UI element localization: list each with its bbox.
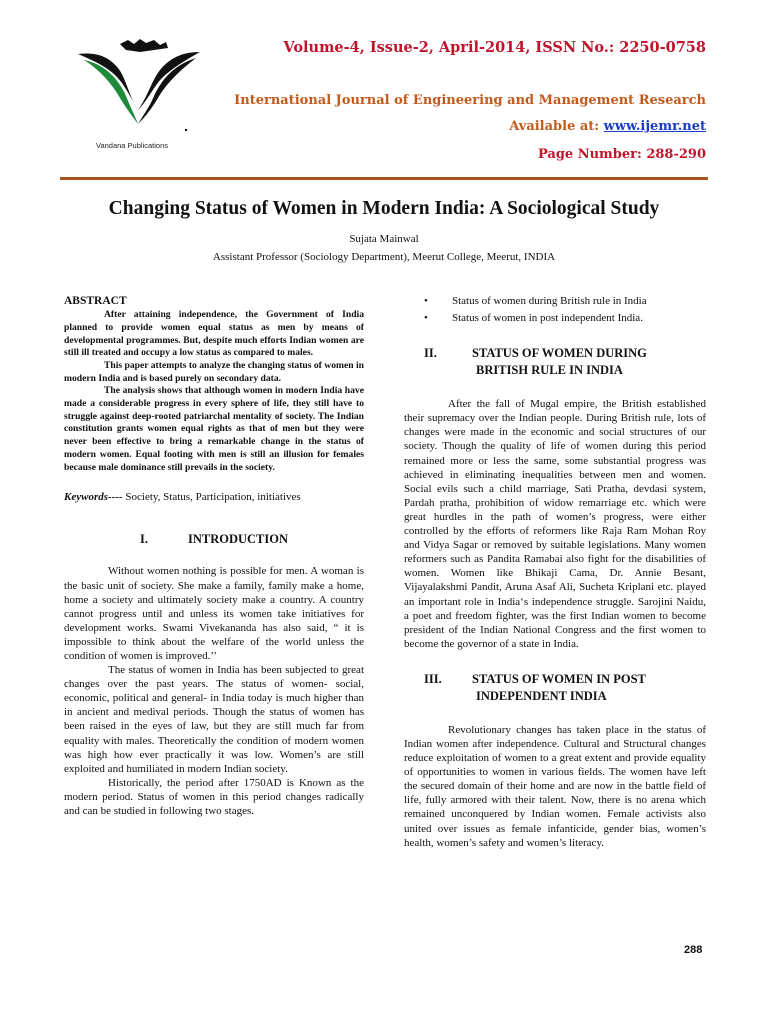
available-at-line [509, 119, 706, 134]
keywords-label: Keywords---- [64, 491, 123, 504]
publisher-name: Vandana Publications [96, 141, 168, 150]
section-heading-introduction [64, 532, 364, 546]
keywords-list: Society, Status, Participation, initiatives [122, 491, 301, 504]
section-title-line: STATUS OF WOMEN IN POST [472, 671, 646, 686]
section-title-line: INDEPENDENT INDIA [476, 688, 607, 703]
section-heading-british-rule [404, 345, 706, 379]
list-item: • Status of women in post independent India. [404, 311, 706, 325]
page-number: 288 [684, 944, 703, 956]
body-paragraph: Revolutionary changes has taken place in the status of Indian women after independence. Cultural and Structural changes reduce exploitation of women to a great extent and provide equality of opportunities to women in various fields. The women have left the secured domain of their home and are now in the battle field of life, fully armored with their talent. Now, there is no arena which remained unconquered by Indian women. Female activists also united over issues as female infanticide, gender bias, women’s health, women’s safety and women’s literacy. [404, 723, 706, 849]
abstract-paragraph: This paper attempts to analyze the changing status of women in modern India and is based purely on secondary data. [64, 359, 364, 384]
paper-title: Changing Status of Women in Modern India: A Sociological Study [108, 198, 660, 219]
right-column [404, 294, 706, 850]
body-paragraph: Historically, the period after 1750AD is Known as the modern period. Status of women in this period changes radically and can be studied in following two stages. [64, 776, 364, 818]
keywords [64, 490, 364, 504]
abstract-paragraph: The analysis shows that although women in modern India have made a considerable progress in every sphere of life, they still have to struggle against deep-rooted patriarchal mentality of society. The Indian constitution grants women equal rights as that of men but they were never been effective to bring a remarkable change in the status of modern women. Equal footing with men is still an illusion for females because male dominance still prevails in the society. [64, 385, 364, 473]
section-number: III. [424, 671, 442, 686]
journal-header [0, 0, 768, 180]
list-item: • Status of women during British rule in India [404, 294, 706, 308]
stages-list [404, 294, 706, 325]
section-title-line: STATUS OF WOMEN DURING [472, 346, 647, 361]
section-title: INTRODUCTION [187, 532, 288, 547]
section-number: I. [139, 532, 148, 547]
journal-name: International Journal of Engineering and Management Research [234, 93, 706, 108]
volume-issue-line: Volume-4, Issue-2, April-2014, ISSN No.: 2250-0758 [283, 39, 706, 56]
section-number: II. [424, 346, 437, 361]
swan-logo-icon [74, 38, 204, 144]
body-paragraph: The status of women in India has been subjected to great changes over the past years. The status of women- social, economic, political and general- in India today is much higher than in ancient and medival periods. Though the status of women has been raised in the eyes of law, but they are still much far from equality with males. Theoretically the condition of modern women was high how ever practically it was low. Women’s are still exploited and humiliated in modern Indian society. [64, 664, 364, 775]
author-affiliation: Assistant Professor (Sociology Department), Meerut College, Meerut, INDIA [212, 251, 556, 263]
page-number-range: Page Number: 288-290 [537, 147, 706, 162]
left-column [64, 294, 364, 818]
body-paragraph: After the fall of Mugal empire, the British established their supremacy over the Indian people. During British rule, lots of changes were made in the economic and social structures of our society. Though the quality of life of women during this period remained more or less the same, some substantial progress was achieved in eliminating inequalities between men and women. Social evils such a child marriage, Sati Pratha, devdasi system, Pardah pratha, prohibition of widow remarriage etc. which were great hurdles in the path of women’s progress, were either controlled by the efforts of reformers like Raja Ram Mohan Roy and Vidya Sagar or removed by suitable legislations. Many women reformers such as Pandita Ramabai also fight for the disabilities of women. Women like Bhikaji Cama, Dr. Annie Besant, Vijayalakshmi Pandit, Aruna Asaf Ali, Sucheta Kriplani etc. played an important role in India‘s independence struggle. Sarojini Naidu, a poet and freedom fighter, was the first Indian women to become president of the Indian National Congress and the first women to become the governor of a state in India. [404, 398, 706, 650]
body-paragraph: Without women nothing is possible for men. A woman is the basic unit of society. She make a family, family make a home, home a society and ultimately society make a country. A country cannot progress until and unless its women take initiatives for development works. Swami Vivekananda has also said, “ it is impossible to think about the welfare of the world unless the condition of women is improved.’’ [64, 565, 364, 662]
available-label: Available at: [509, 119, 604, 134]
publisher-logo [74, 38, 204, 144]
abstract-heading: ABSTRACT [64, 295, 127, 307]
section-title-line: BRITISH RULE IN INDIA [476, 363, 623, 378]
section-heading-post-independence [404, 671, 706, 705]
journal-website-link[interactable]: www.ijemr.net [603, 119, 706, 134]
author-name: Sujata Mainwal [349, 233, 419, 245]
abstract-paragraph: After attaining independence, the Government of India planned to provide women equal status as men by means of developmental programmes. But, despite much efforts Indian women are still ill treated and occupy a low status as compared to males. [64, 309, 364, 359]
header-divider [60, 177, 708, 180]
